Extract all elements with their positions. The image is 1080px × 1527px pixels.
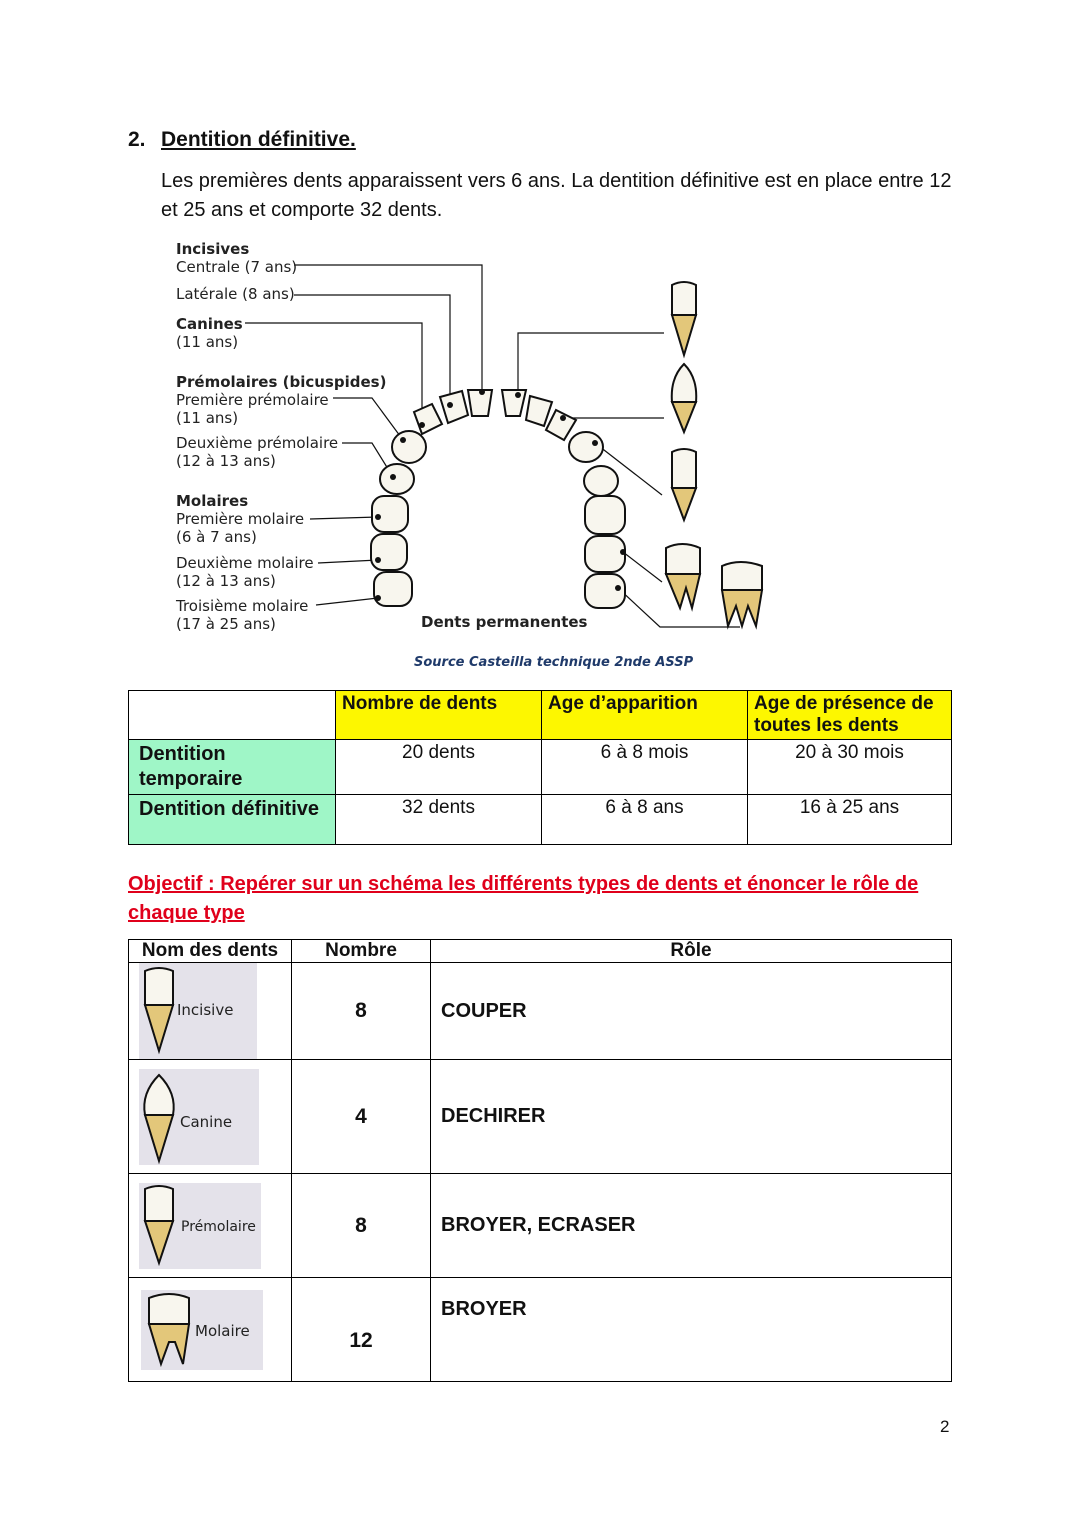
label-canines-group — [176, 315, 243, 351]
table-row — [129, 1278, 952, 1382]
tooth-count: 8 — [292, 963, 431, 1060]
label-troisieme-molaire-group — [176, 597, 308, 633]
tooth-cell — [129, 963, 292, 1060]
figure-caption: Dents permanentes — [421, 613, 588, 631]
premolar-icon — [139, 1183, 179, 1267]
label-deuxieme-premolaire-group — [176, 434, 338, 470]
table-row — [129, 1060, 952, 1174]
label-troisieme-molaire-age: (17 à 25 ans) — [176, 615, 276, 633]
tooth-count: 8 — [292, 1174, 431, 1278]
molar-icon — [143, 1290, 193, 1370]
row-label: Dentition définitive — [129, 795, 336, 845]
table-row — [129, 963, 952, 1060]
figure-source: Source Casteilla technique 2nde ASSP — [414, 655, 694, 670]
tooth-cell — [129, 1174, 292, 1278]
label-laterale: Latérale (8 ans) — [176, 285, 295, 303]
tooth-count: 4 — [292, 1060, 431, 1174]
cell-value: 6 à 8 mois — [542, 740, 748, 795]
table-row — [129, 1174, 952, 1278]
header-nombre: Nombre de dents — [336, 691, 542, 740]
tooth-cell — [129, 1060, 292, 1174]
tooth-name: Molaire — [195, 1321, 250, 1340]
incisor-icon — [139, 965, 179, 1057]
premolar-card — [139, 1183, 261, 1269]
teeth-roles-table — [128, 939, 952, 1382]
section-title: Dentition définitive. — [161, 128, 356, 151]
label-incisives-group — [176, 240, 297, 276]
cell-value: 20 dents — [336, 740, 542, 795]
tooth-name: Canine — [180, 1112, 233, 1131]
label-incisives: Incisives — [176, 240, 250, 258]
intro-paragraph: Les premières dents apparaissent vers 6 ans. La dentition définitive est en place entre 12 et 25 ans et comporte 32 dents. — [161, 170, 952, 221]
cell-value: 20 à 30 mois — [748, 740, 952, 795]
canine-card — [139, 1069, 259, 1165]
molar-card — [141, 1290, 263, 1370]
label-premolaires: Prémolaires (bicuspides) — [176, 373, 387, 391]
dental-arch-diagram — [0, 0, 1080, 690]
page-number: 2 — [940, 1417, 950, 1436]
tooth-role: DECHIRER — [431, 1060, 952, 1174]
canine-icon — [139, 1071, 179, 1165]
table-row — [129, 740, 952, 795]
label-deuxieme-molaire-age: (12 à 13 ans) — [176, 572, 276, 590]
section-number: 2. — [128, 128, 146, 151]
tooth-count: 12 — [292, 1278, 431, 1382]
label-troisieme-molaire: Troisième molaire — [176, 597, 309, 615]
objective-text: Objectif : Repérer sur un schéma les différents types de dents et énoncer le rôle de chaque type — [128, 873, 919, 924]
label-molaires: Molaires — [176, 492, 249, 510]
dentition-table — [128, 690, 952, 845]
row-label: Dentition temporaire — [129, 740, 336, 795]
table-header-row — [129, 940, 952, 963]
header-role: Rôle — [431, 940, 952, 963]
label-premiere-molaire-age: (6 à 7 ans) — [176, 528, 257, 546]
tooth-role: BROYER, ECRASER — [431, 1174, 952, 1278]
table-header-row — [129, 691, 952, 740]
label-premiere-premolaire-age: (11 ans) — [176, 409, 239, 427]
label-canines: Canines — [176, 315, 243, 333]
label-deuxieme-premolaire: Deuxième prémolaire — [176, 434, 339, 452]
empty-header-cell — [129, 691, 336, 740]
label-canines-age: (11 ans) — [176, 333, 239, 351]
label-premolaires-group — [176, 373, 386, 427]
header-age-apparition: Age d’apparition — [542, 691, 748, 740]
label-molaires-group — [176, 492, 304, 546]
label-deuxieme-molaire-group — [176, 554, 314, 590]
tooth-name: Incisive — [177, 1001, 234, 1019]
tooth-role: COUPER — [431, 963, 952, 1060]
header-nom: Nom des dents — [129, 940, 292, 963]
header-nombre: Nombre — [292, 940, 431, 963]
header-age-presence: Age de présence de toutes les dents — [748, 691, 952, 740]
tooth-name: Prémolaire — [181, 1218, 256, 1235]
tooth-role: BROYER — [431, 1278, 952, 1382]
label-deuxieme-premolaire-age: (12 à 13 ans) — [176, 452, 276, 470]
label-centrale: Centrale (7 ans) — [176, 258, 298, 276]
label-premiere-molaire: Première molaire — [176, 510, 305, 528]
label-premiere-premolaire: Première prémolaire — [176, 391, 329, 409]
incisor-card — [139, 963, 257, 1059]
table-row — [129, 795, 952, 845]
cell-value: 16 à 25 ans — [748, 795, 952, 845]
cell-value: 6 à 8 ans — [542, 795, 748, 845]
tooth-cell — [129, 1278, 292, 1382]
cell-value: 32 dents — [336, 795, 542, 845]
label-deuxieme-molaire: Deuxième molaire — [176, 554, 314, 572]
